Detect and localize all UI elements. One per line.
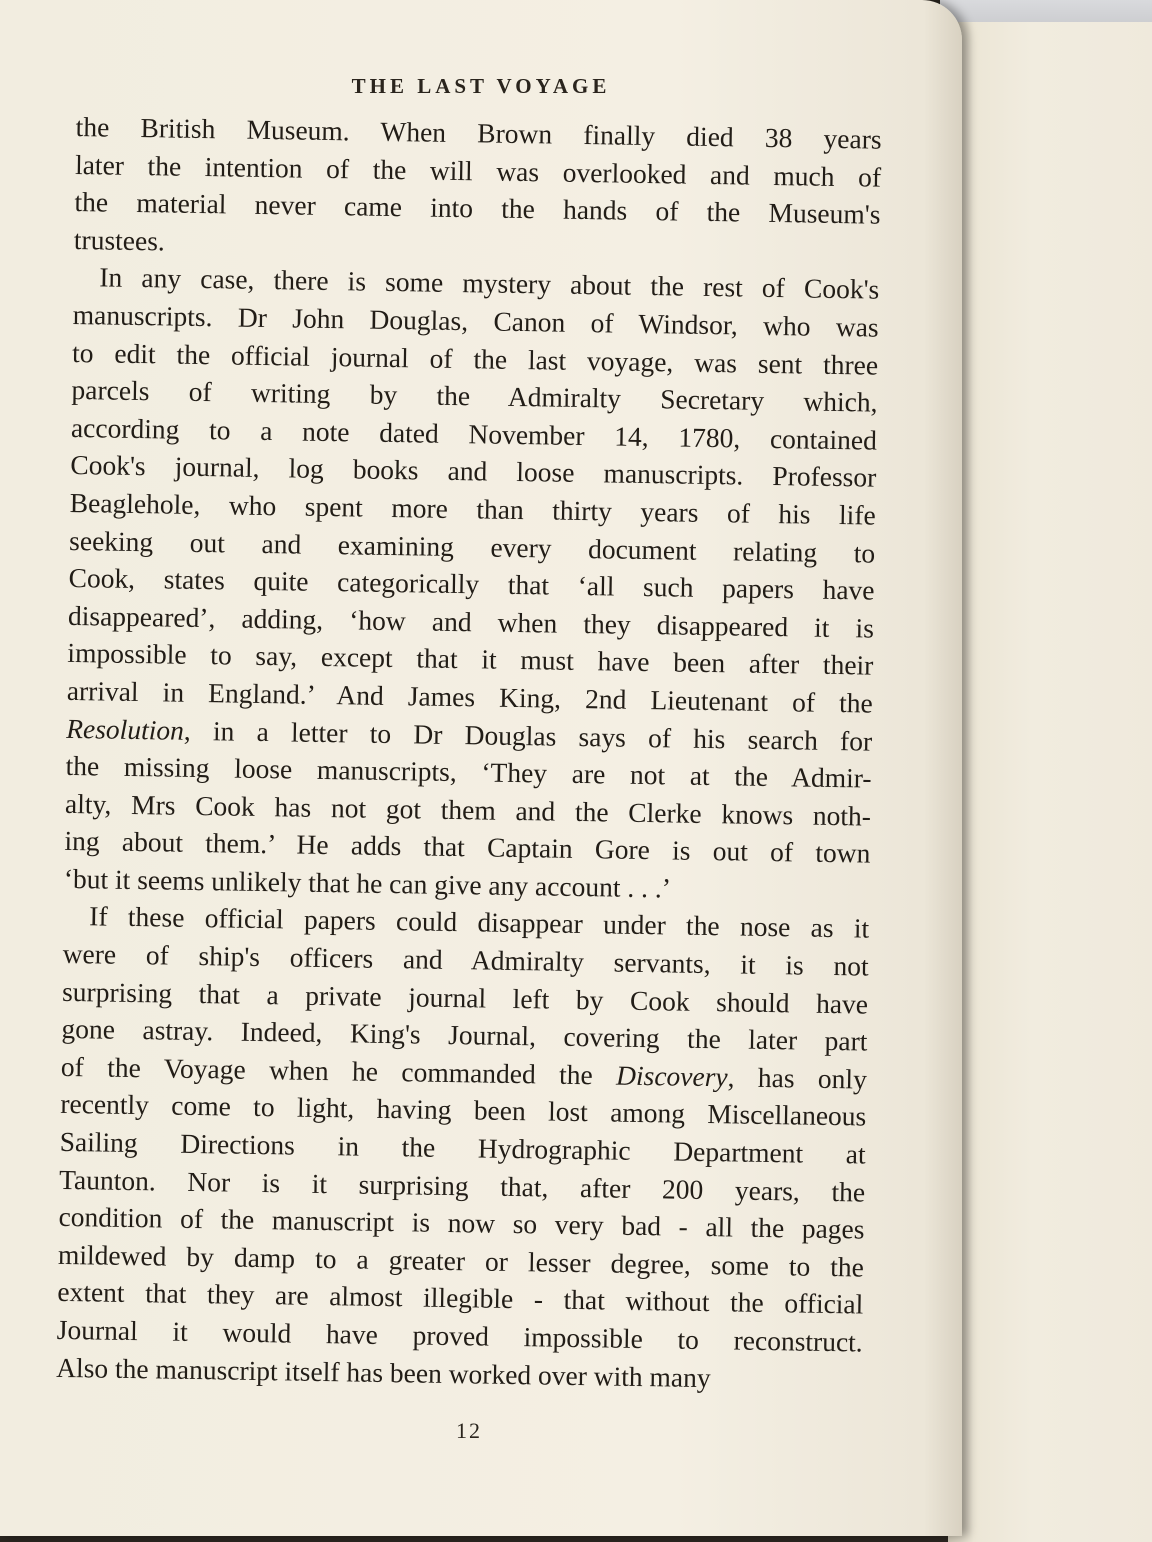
paragraph — [74, 108, 882, 271]
text-line: condition of the manuscript is now so very bad - all the pages — [58, 1201, 865, 1245]
text-line: according to a note dated November 14, 1780, contained — [70, 411, 878, 456]
text-line: ing about them.’ He adds that Captain Gore is out of town — [64, 825, 871, 869]
text-line: surprising that a private journal left by Cook should have — [61, 975, 869, 1020]
text-line: Cook's journal, log books and loose manuscripts. Professor — [70, 449, 877, 493]
text-line: gone astray. Indeed, King's Journal, covering the later part — [61, 1013, 868, 1057]
text-line: Cook, states quite categorically that ‘all such papers have — [68, 562, 875, 606]
text-line: the material never came into the hands of the Museum's — [74, 186, 881, 230]
facing-page — [948, 22, 1152, 1542]
text-line: manuscripts. Dr John Douglas, Canon of Windsor, who was — [72, 298, 879, 343]
running-head: THE LAST VOYAGE — [351, 74, 611, 98]
text-line: If these official papers could disappear under the nose as it — [89, 900, 870, 945]
text-line: In any case, there is some mystery about the rest of Cook's — [99, 261, 880, 306]
text-line: alty, Mrs Cook has not got them and the Clerke knows noth- — [64, 787, 872, 832]
text-line: extent that they are almost illegible - that without the official — [57, 1276, 864, 1320]
page-body — [56, 108, 882, 1399]
text-line: parcels of writing by the Admiralty Secretary which, — [71, 374, 878, 418]
paragraph — [56, 897, 870, 1398]
text-line: recently come to light, having been lost among Miscellaneous — [60, 1088, 867, 1132]
text-line: Also the manuscript itself has been worked over with many — [55, 1351, 711, 1393]
text-line: Sailing Directions in the Hydrographic Department at — [59, 1125, 866, 1170]
text-line: mildewed by damp to a greater or lesser degree, some to the — [57, 1238, 865, 1283]
text-line: arrival in England.’ And James King, 2nd Lieutenant of the — [66, 674, 873, 719]
text-line: Taunton. Nor is it surprising that, after 200 years, the — [58, 1163, 866, 1208]
text-line: to edit the official journal of the last voyage, was sent three — [71, 336, 879, 381]
text-line: of the Voyage when he commanded the Discovery, has only — [60, 1050, 868, 1095]
text-line: trustees. — [73, 223, 166, 257]
text-line: were of ship's officers and Admiralty servants, it is not — [62, 937, 869, 982]
page-number: 12 — [456, 1418, 482, 1443]
text-line: disappeared’, adding, ‘how and when they disappeared it is — [67, 599, 875, 644]
text-line: the missing loose manuscripts, ‘They are not at the Admir- — [65, 750, 872, 794]
text-line: ‘but it seems unlikely that he can give any account . . .’ — [63, 862, 672, 904]
text-line: seeking out and examining every document relating to — [68, 524, 876, 569]
text-line: later the intention of the will was overlooked and much of — [74, 148, 882, 193]
text-line: the British Museum. When Brown finally died 38 years — [75, 110, 882, 155]
text-line: impossible to say, except that it must have been after their — [67, 637, 874, 681]
text-line: Beaglehole, who spent more than thirty years of his life — [69, 486, 876, 531]
text-line: Resolution, in a letter to Dr Douglas says of his search for — [66, 712, 873, 757]
text-line: Journal it would have proved impossible to reconstruct. — [56, 1313, 863, 1358]
paragraph — [64, 258, 880, 910]
